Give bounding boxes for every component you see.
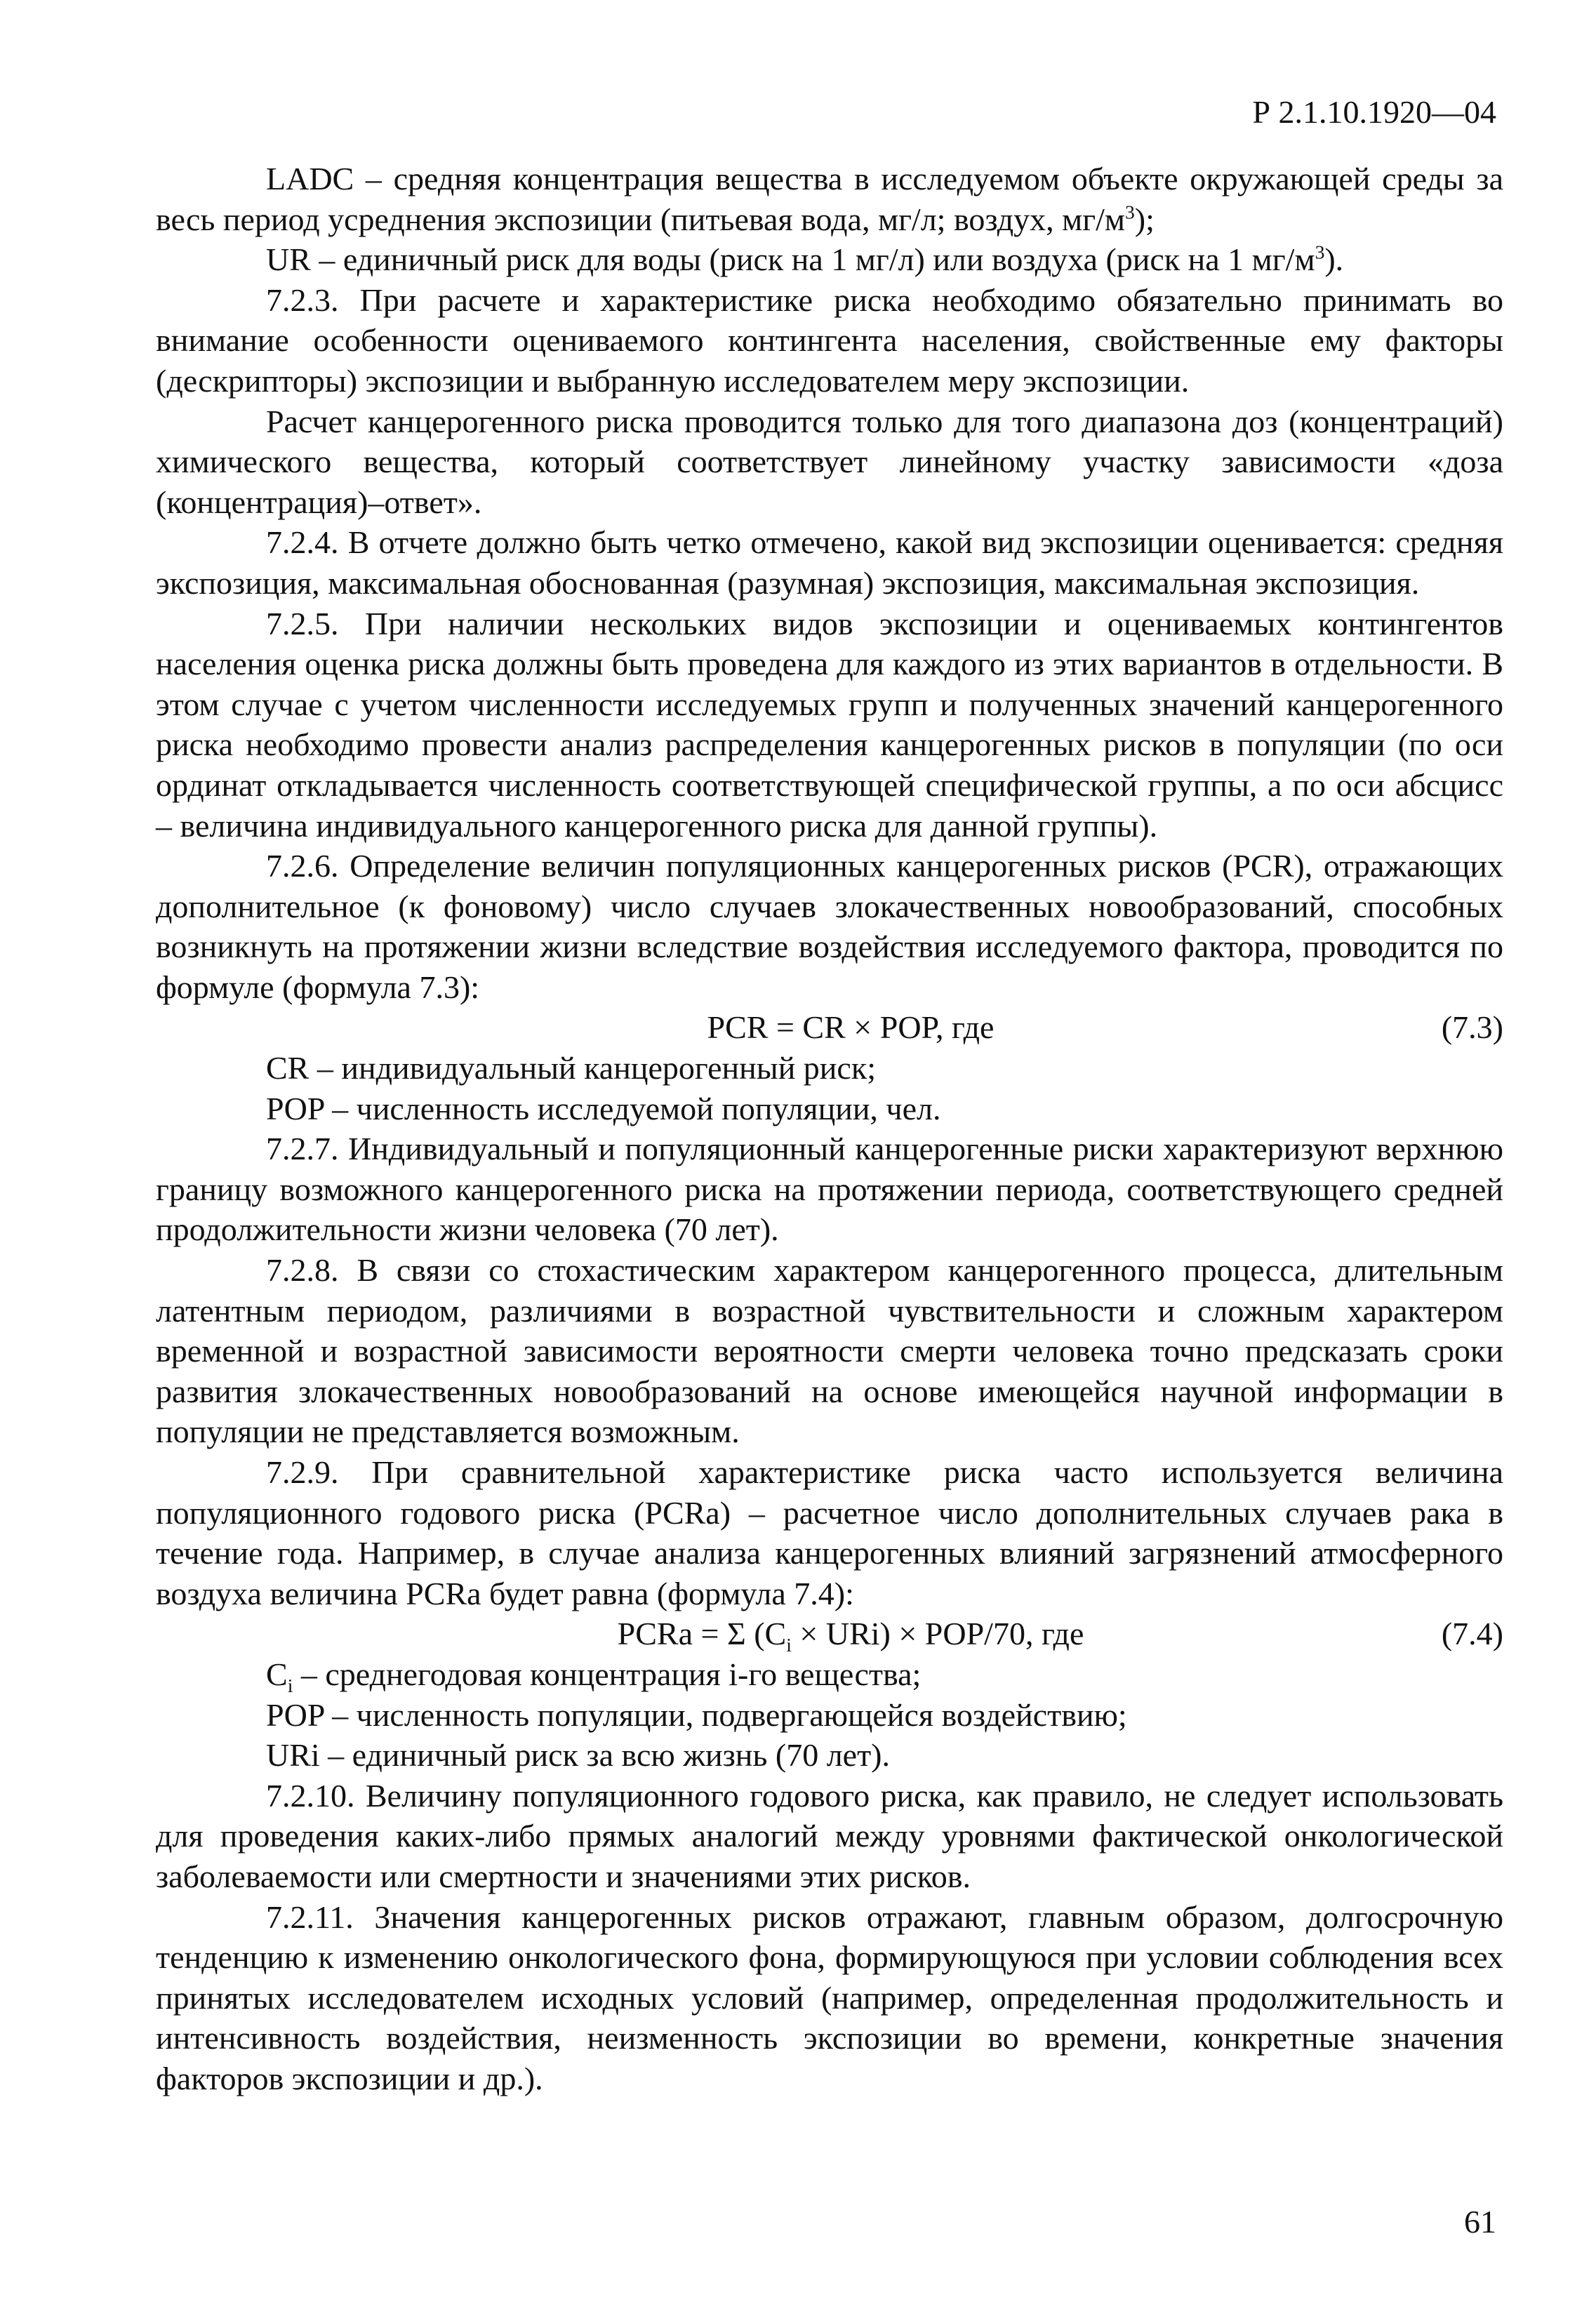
formula-7-4-expression: PCRa = Σ $(C_i \times URi) \times POP/70$, где [617, 1616, 1084, 1656]
cr-definition: CR – индивидуальный канцерогенный риск; [266, 1050, 876, 1086]
formula-7-3 [156, 1007, 1503, 1048]
paragraph-7-2-6: 7.2.6. Определение величин популяционных канцерогенных рисков (PCR), отражающих дополнительное (к фоновому) число случаев злокачественных новообразований, способных возникнуть на протяжении жизни вследствие воздействия исследуемого фактора, проводится по формуле (формула 7.3): [156, 848, 1503, 1005]
formula-7-4-number: (7.4) [1441, 1616, 1503, 1652]
formula-7-3-number: (7.3) [1441, 1009, 1503, 1046]
ci-definition: $C_i$ – среднегодовая концентрация i-го вещества; [266, 1656, 922, 1697]
paragraph-7-2-5: 7.2.5. При наличии нескольких видов экспозиции и оцениваемых контингентов населения оценка риска должны быть проведена для каждого из этих вариантов в отдельности. В этом случае с учетом численности исследуемых групп и полученных значений канцерогенного риска необходимо провести анализ распределения канцерогенных рисков в популяции (по оси ординат откладывается численность соответствующей специфической группы, а по оси абсцисс – величина индивидуального канцерогенного риска для данной группы). [156, 605, 1503, 844]
paragraph-7-2-3-continued: Расчет канцерогенного риска проводится только для того диапазона доз (концентраций) химического вещества, который соответствует линейному участку зависимости «доза (концентрация)–ответ». [156, 403, 1503, 520]
formula-7-4 [156, 1614, 1503, 1654]
document-number: Р 2.1.10.1920—04 [1252, 94, 1496, 130]
pop-population-definition: POP – численность популяции, подвергающейся воздействию; [266, 1696, 1127, 1733]
paragraph-7-2-11: 7.2.11. Значения канцерогенных рисков отражают, главным образом, долгосрочную тенденцию к изменению онкологического фона, формирующуюся при условии соблюдения всех принятых исследователем исходных условий (например, определенная продолжительность и интенсивность воздействия, неизменность экспозиции во времени, конкретные значения факторов экспозиции и др.). [156, 1898, 1503, 2096]
paragraph-7-2-10: 7.2.10. Величину популяционного годового риска, как правило, не следует использовать для проведения каких-либо прямых аналогий между уровнями фактической онкологической заболеваемости или смертности и значениями этих рисков. [156, 1777, 1503, 1894]
paragraph-7-2-8: 7.2.8. В связи со стохастическим характером канцерогенного процесса, длительным латентным периодом, различиями в возрастной чувствительности и сложным характером временной и возрастной зависимости вероятности смерти человека точно предсказать сроки развития злокачественных новообразований на основе имеющейся научной информации в популяции не представляется возможным. [156, 1252, 1503, 1450]
ur-definition: UR – единичный риск для воды (риск на 1 мг/л) или воздуха (риск на 1 $мг/м^3$). [266, 241, 1344, 278]
paragraph-7-2-9: 7.2.9. При сравнительной характеристике риска часто используется величина популяционного годового риска (PCRa) – расчетное число дополнительных случаев рака в течение года. Например, в случае анализа канцерогенных влияний загрязнений атмосферного воздуха величина PCRa будет равна (формула 7.4): [156, 1454, 1503, 1611]
uri-definition: URi – единичный риск за всю жизнь (70 лет). [266, 1737, 891, 1774]
document-body [156, 159, 1503, 2099]
pop-definition: POP – численность исследуемой популяции, чел. [266, 1090, 941, 1126]
formula-7-3-expression: PCR = CR × POP, где [707, 1009, 995, 1046]
paragraph-7-2-4: 7.2.4. В отчете должно быть четко отмечено, какой вид экспозиции оценивается: средняя экспозиция, максимальная обоснованная (разумная) экспозиция, максимальная экспозиция. [156, 524, 1503, 601]
paragraph-7-2-3: 7.2.3. При расчете и характеристике риска необходимо обязательно принимать во внимание особенности оцениваемого контингента населения, свойственные ему факторы (дескрипторы) экспозиции и выбранную исследователем меру экспозиции. [156, 281, 1503, 399]
ladc-definition: LADC – средняя концентрация вещества в исследуемом объекте окружающей среды за весь период усреднения экспозиции (питьевая вода, мг/л; воздух, $мг/м^3$); [156, 161, 1503, 237]
paragraph-7-2-7: 7.2.7. Индивидуальный и популяционный канцерогенные риски характеризуют верхнюю границу возможного канцерогенного риска на протяжении периода, соответствующего средней продолжительности жизни человека (70 лет). [156, 1131, 1503, 1248]
page-number: 61 [1464, 2204, 1496, 2240]
